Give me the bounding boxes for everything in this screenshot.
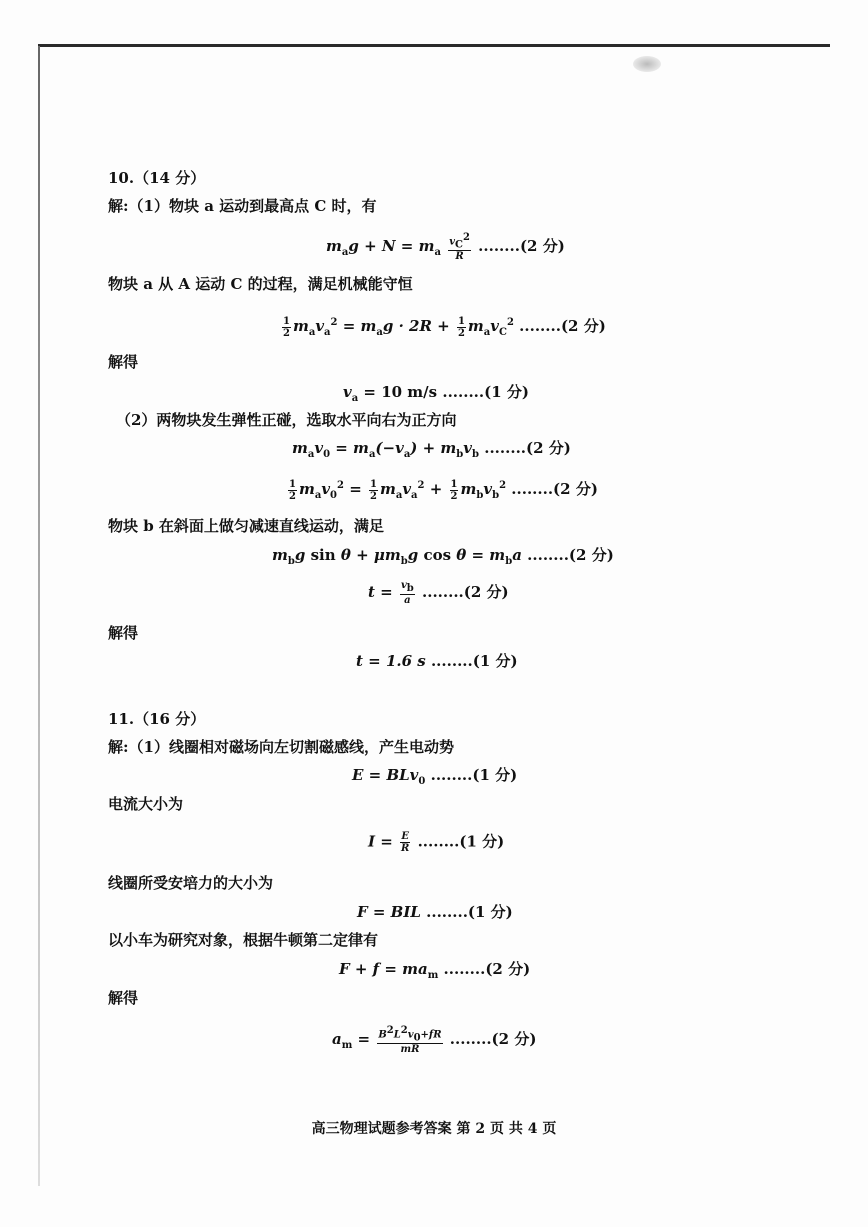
q11-equation-3: F = BIL ........(1 分) — [357, 903, 513, 921]
q10-line-3: 解得 — [108, 353, 139, 371]
q10-line-4: （2）两物块发生弹性正碰，选取水平向右为正方向 — [116, 411, 457, 429]
q11-eq3-score: ........(1 分) — [426, 903, 513, 921]
scan-smudge — [633, 56, 661, 72]
q10-line-1: 解:（1）物块 a 运动到最高点 C 时，有 — [108, 197, 377, 215]
q11-equation-2: I = $\frac{E}{R}$ ........(1 分) — [368, 831, 505, 854]
q10-equation-3: $v_a = 10$ m/s ........(1 分) — [343, 383, 529, 404]
q10-equation-2: $\frac{1}{2}$ $m_av_a^2 = m_ag \cdot 2R$ + $\frac{1}{2}$ $m_av_C^2$ ........(2 分) — [283, 315, 606, 339]
q10-equation-5: $\frac{1}{2}$ $m_av_0^2$ = $\frac{1}{2}$ $m_av_a^2$ + $\frac{1}{2}$ $m_bv_b^2$ ........(2 分) — [289, 478, 598, 502]
q10-line-5: 物块 b 在斜面上做匀减速直线运动，满足 — [108, 517, 384, 535]
q11-line-1: 解:（1）线圈相对磁场向左切割磁感线，产生电动势 — [108, 738, 454, 756]
q10-line-2: 物块 a 从 A 运动 C 的过程，满足机械能守恒 — [108, 275, 413, 293]
q11-line-5: 解得 — [108, 989, 139, 1007]
q10-equation-1: $m_ag + N = m_a$ $\frac{v_C^2}{R}$ ........(2 分) — [326, 232, 565, 263]
q10-eq7-score: ........(2 分) — [422, 583, 509, 601]
q10-eq6-score: ........(2 分) — [527, 546, 614, 564]
q11-eq5-score: ........(2 分) — [449, 1030, 537, 1049]
q10-eq5-score: ........(2 分) — [511, 480, 598, 498]
q11-equation-5: $a_m$ = $\frac{B^2L^2v_0+fR}{mR}$ ........(2 分) — [332, 1025, 537, 1056]
page-footer: 高三物理试题参考答案 第 2 页 共 4 页 — [311, 1121, 557, 1137]
q11-eq4-score: ........(2 分) — [443, 960, 531, 978]
q10-equation-8: t = 1.6 s ........(1 分) — [356, 652, 518, 670]
q10-eq2-score: ........(2 分) — [519, 317, 606, 335]
scan-edge-left — [38, 46, 40, 1186]
q11-eq1-score: ........(1 分) — [430, 766, 518, 784]
q11-line-4: 以小车为研究对象，根据牛顿第二定律有 — [108, 931, 379, 949]
q10-equation-4: $m_av_0 = m_a(-v_a) + m_bv_b$ ........(2 分) — [292, 439, 571, 460]
q11-line-3: 线圈所受安培力的大小为 — [108, 874, 274, 892]
q10-eq3-score: ........(1 分) — [442, 383, 529, 401]
q10-eq1-score: ........(2 分) — [478, 237, 565, 256]
q11-eq2-score: ........(1 分) — [417, 832, 505, 851]
q11-line-2: 电流大小为 — [108, 795, 184, 813]
q10-line-6: 解得 — [108, 624, 139, 642]
q10-eq8-score: ........(1 分) — [430, 652, 518, 670]
scan-edge-top — [38, 44, 830, 47]
q11-header: 11.（16 分） — [108, 710, 206, 728]
q10-equation-6: $m_bg$ $\sin \theta + \mu m_bg$ $\cos \theta = m_ba$ ........(2 分) — [272, 546, 614, 567]
q10-header: 10.（14 分） — [108, 169, 206, 187]
q10-eq4-score: ........(2 分) — [484, 439, 571, 457]
q11-equation-4: $F + f = ma_m$ ........(2 分) — [339, 960, 531, 981]
q10-equation-7: t = $\frac{v_b}{a}$ ........(2 分) — [368, 580, 509, 606]
q11-equation-1: E = BLv$_0$ ........(1 分) — [352, 766, 518, 787]
